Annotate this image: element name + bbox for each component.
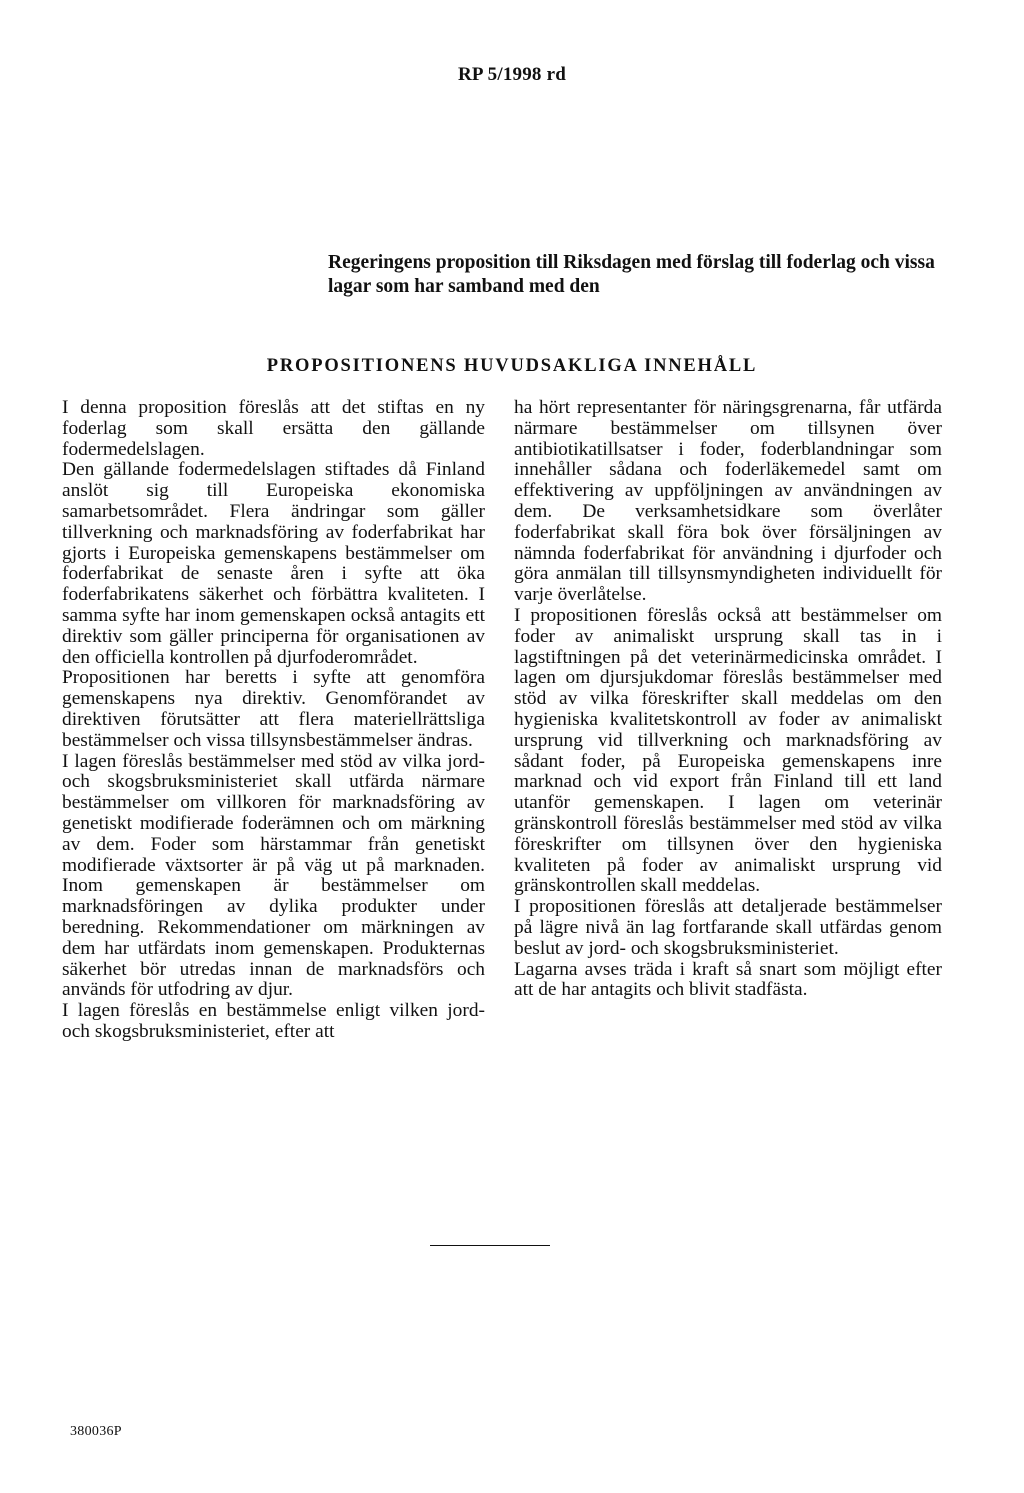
paragraph: I propositionen föreslås också att bestämmelser om foder av animaliskt ursprung skall tas in i lagstiftningen på det veterinärmedicinska området. I lagen om djursjukdomar föreslås bestämmelser med stöd av vilka föreskrifter skall meddelas om den hygieniska kvalitetskontroll av foder av animaliskt ursprung vid tillverkning och marknadsföring av sådant foder, på Europeiska gemenskapens inre marknad och vid export från Finland till ett land utanför gemenskapen. I lagen om veterinär gränskontroll föreslås bestämmelser med stöd av vilka föreskrifter om tillsynen över den hygieniska kvaliteten på foder av animaliskt ursprung vid gränskontrollen skall meddelas. <box>514 604 942 897</box>
document-title: Regeringens proposition till Riksdagen med förslag till foderlag och vissa lagar som har samband med den <box>328 252 935 297</box>
section-heading: PROPOSITIONENS HUVUDSAKLIGA INNEHÅLL <box>266 356 758 376</box>
paragraph: I propositionen föreslås att detaljerade bestämmelser på lägre nivå än lag fortfarande skall utfärdas genom beslut av jord- och skogsbruksministeriet. <box>514 896 942 959</box>
separator-line <box>430 1245 550 1246</box>
paragraph: I lagen föreslås en bestämmelse enligt vilken jord- och skogsbruksministeriet, efter att <box>62 1000 485 1042</box>
paragraph: I lagen föreslås bestämmelser med stöd av vilka jord- och skogsbruksministeriet skall utfärda närmare bestämmelser om villkoren för marknadsföring av genetiskt modifierade foderämnen och om märkning av dem. Foder som härstammar från genetiskt modifierade växtsorter är på väg ut på marknaden. Inom gemenskapen är bestämmelser om marknadsföringen av dylika produkter under beredning. Rekommendationer om märkningen av dem har utfärdats inom gemenskapen. Produkternas säkerhet bör utredas innan de marknadsförs och används för utfodring av djur. <box>62 750 485 1001</box>
paragraph: Propositionen har beretts i syfte att genomföra gemenskapens nya direktiv. Genomförandet av direktiven förutsätter att flera materiellrättsliga bestämmelser och vissa tillsynsbestämmelser ändras. <box>62 667 485 751</box>
right-column <box>514 398 942 1001</box>
paragraph: I denna proposition föreslås att det stiftas en ny foderlag som skall ersätta den gällande fodermedelslagen. <box>62 397 485 460</box>
paragraph: ha hört representanter för näringsgrenarna, får utfärda närmare bestämmelser om tillsynen över antibiotikatillsatser i foder, foderblandningar som innehåller sådana och foderläkemedel samt om effektivering av uppföljningen av användningen av dem. De verksamhetsidkare som överlåter foderfabrikat skall föra bok över försäljningen av nämnda foderfabrikat för användning i djurfoder och göra anmälan till tillsynsmyndigheten individuellt för varje överlåtelse. <box>514 397 942 606</box>
paragraph: Den gällande fodermedelslagen stiftades då Finland anslöt sig till Europeiska ekonomiska samarbetsområdet. Flera ändringar som gäller tillverkning och marknadsföring av foderfabrikat har gjorts i Europeiska gemenskapens bestämmelser om foderfabrikat de senaste åren i syfte att öka foderfabrikatens säkerhet och förbättra kvaliteten. I samma syfte har inom gemenskapen också antagits ett direktiv som gäller principerna för organisationen av den officiella kontrollen på djurfoderområdet. <box>62 459 485 668</box>
document-code: 380036P <box>70 1424 122 1439</box>
paragraph: Lagarna avses träda i kraft så snart som möjligt efter att de har antagits och blivit stadfästa. <box>514 958 942 1001</box>
left-column <box>62 398 485 1043</box>
document-reference: RP 5/1998 rd <box>458 64 566 85</box>
